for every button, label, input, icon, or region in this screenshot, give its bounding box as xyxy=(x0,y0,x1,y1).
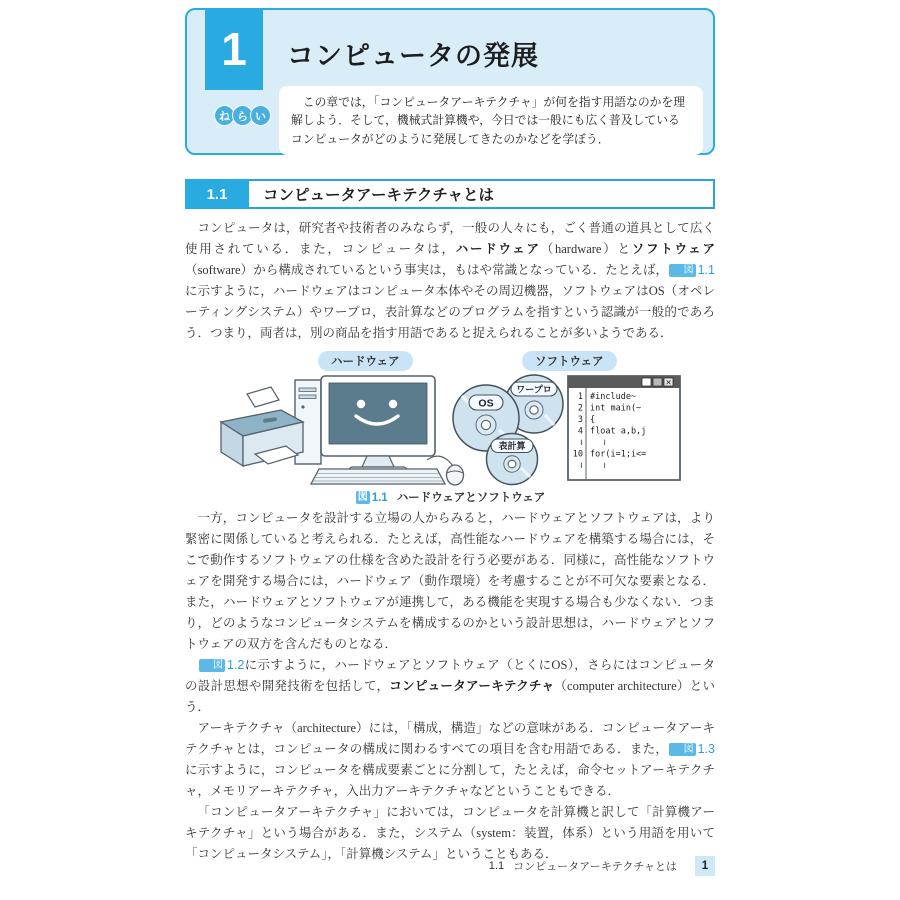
chapter-header-panel xyxy=(185,8,715,155)
svg-text:3: 3 xyxy=(577,415,583,425)
figure-illustration xyxy=(185,374,715,486)
page-content xyxy=(185,8,715,865)
svg-text:≀: ≀ xyxy=(579,461,583,471)
figure-badge-icon: 図 xyxy=(357,492,368,503)
section-number: 1.1 xyxy=(185,179,249,209)
figure-badge-icon: 図 xyxy=(199,659,226,672)
aim-badge-circle: ね xyxy=(214,105,235,126)
aim-badge-circle: ら xyxy=(232,105,253,126)
svg-text:float a,b,j: float a,b,j xyxy=(590,426,647,437)
monitor-screen xyxy=(329,383,427,444)
figure-reference xyxy=(668,742,715,756)
figure-labels xyxy=(185,351,715,372)
figure-ref-number: 1.1 xyxy=(697,263,715,277)
cd-label: OS xyxy=(478,397,494,410)
chapter-number: 1 xyxy=(205,8,263,90)
figure-1-1 xyxy=(185,351,715,505)
figure-reference xyxy=(198,658,245,672)
monitor-illustration xyxy=(321,376,435,474)
svg-text:for(i=1;i<=: for(i=1;i<= xyxy=(590,449,647,460)
footer-section-number: 1.1 xyxy=(488,860,505,872)
svg-text:2: 2 xyxy=(577,403,583,414)
figure-reference xyxy=(668,263,715,277)
svg-text:≀: ≀ xyxy=(579,438,583,448)
svg-text:#include~: #include~ xyxy=(590,392,637,402)
bold-term: ソフトウェア xyxy=(631,242,715,256)
text-run: コンピュータは，研究者や技術者のみならず，一般の人々にも，ごく普通の道具として広く使用されている．また，コンピュータは， xyxy=(185,221,715,256)
aim-badge-circle: い xyxy=(250,105,271,126)
hardware-label-pill: ハードウェア xyxy=(318,351,413,371)
section-heading xyxy=(185,179,715,209)
svg-text:10: 10 xyxy=(572,449,583,460)
figure-caption-number: 1.1 xyxy=(371,492,388,504)
figure-ref-number: 1.2 xyxy=(227,658,245,672)
paragraph xyxy=(185,218,715,344)
svg-text:≀: ≀ xyxy=(603,461,607,471)
window-maximize-icon xyxy=(653,378,662,386)
window-minimize-icon xyxy=(642,378,651,386)
code-window-illustration xyxy=(568,376,680,480)
bold-term: コンピュータアーキテクチャ xyxy=(389,679,555,693)
text-run: （computer architecture）という． xyxy=(185,679,715,714)
aim-badge xyxy=(214,105,271,126)
svg-text:1: 1 xyxy=(577,392,583,402)
text-run: （software）から構成されているという事実は，もはや常識となっている．たとえば， xyxy=(185,263,669,277)
paragraph xyxy=(185,718,715,802)
text-run: （hardware）と xyxy=(540,242,632,256)
page-number: 1 xyxy=(695,856,715,876)
footer-section-title: コンピュータアーキテクチャとは xyxy=(513,861,677,873)
svg-text:{: { xyxy=(590,415,596,425)
bold-term: ハードウェア xyxy=(455,242,541,256)
paragraph xyxy=(185,655,715,718)
text-run: 「コンピュータアーキテクチャ」においては，コンピュータを計算機と訳して「計算機アーキテクチャ」という場合がある．また，システム（system：装置，体系）という用語を用いて「コンピュータシステム」，「計算機システム」ということもある． xyxy=(185,805,715,861)
keyboard-illustration xyxy=(311,469,445,484)
figure-badge-icon: 図 xyxy=(669,743,696,756)
text-run: に示すように，ハードウェアとソフトウェア（とくにOS），さらにはコンピュータの設計思想や開発技術を包括して， xyxy=(185,658,715,693)
page-footer xyxy=(185,856,715,876)
figure-badge-icon: 図 xyxy=(669,264,696,277)
figure-caption-title: ハードウェアとソフトウェア xyxy=(396,492,546,504)
svg-text:≀: ≀ xyxy=(603,438,607,448)
svg-text:int main(~: int main(~ xyxy=(590,403,642,414)
chapter-aim-text: この章では，「コンピュータアーキテクチャ」が何を指す用語なのかを理解しよう．そして，機械式計算機や，今日では一般にも広く普及しているコンピュータがどのように発展してきたのかなどを学ぼう． xyxy=(279,86,703,155)
text-run: に示すように，ハードウェアはコンピュータ本体やその周辺機器，ソフトウェアはOS（オペレーティングシステム）やワープロ，表計算などのプログラムを指すという認識が一般的であろう．つまり，両者は，別の商品を指す用語であると捉えられることが多いようである． xyxy=(185,284,715,340)
text-run: アーキテクチャ（architecture）には，「構成，構造」などの意味がある．コンピュータアーキテクチャとは，コンピュータの構成に関わるすべての項目を含む用語である．また， xyxy=(185,721,715,756)
figure-ref-number: 1.3 xyxy=(697,742,715,756)
figure-caption xyxy=(185,489,715,505)
text-run: 一方，コンピュータを設計する立場の人からみると，ハードウェアとソフトウェアは，より緊密に関係していると考えられる．たとえば，高性能なハードウェアを構築する場合には，そこで動作するソフトウェアの仕様を含めた設計を行う必要がある．同様に，高性能なソフトウェアを開発する場合には，ハードウェア（動作環境）を考慮することが不可欠な要素となる．また，ハードウェアとソフトウェアが連携して，ある機能を実現する場合も少なくない．つまり，どのようなコンピュータシステムを構成するのかという設計思想は，ハードウェアとソフトウェアの双方を含んだものとなる． xyxy=(185,511,715,651)
cd-spreadsheet xyxy=(487,434,538,485)
printer-illustration xyxy=(221,387,303,466)
cd-label: ワープロ xyxy=(516,384,552,395)
text-run: に示すように，コンピュータを構成要素ごとに分割して，たとえば，命令セットアーキテクチャ，メモリアーキテクチャ，入出力アーキテクチャなどということもできる． xyxy=(185,763,715,798)
paragraph xyxy=(185,508,715,655)
svg-text:4: 4 xyxy=(577,426,583,437)
svg-text:✕: ✕ xyxy=(665,377,672,387)
cd-label: 表計算 xyxy=(498,441,526,451)
software-label-pill: ソフトウェア xyxy=(522,351,617,371)
chapter-title: コンピュータの発展 xyxy=(287,41,539,71)
section-title: コンピュータアーキテクチャとは xyxy=(249,179,715,209)
